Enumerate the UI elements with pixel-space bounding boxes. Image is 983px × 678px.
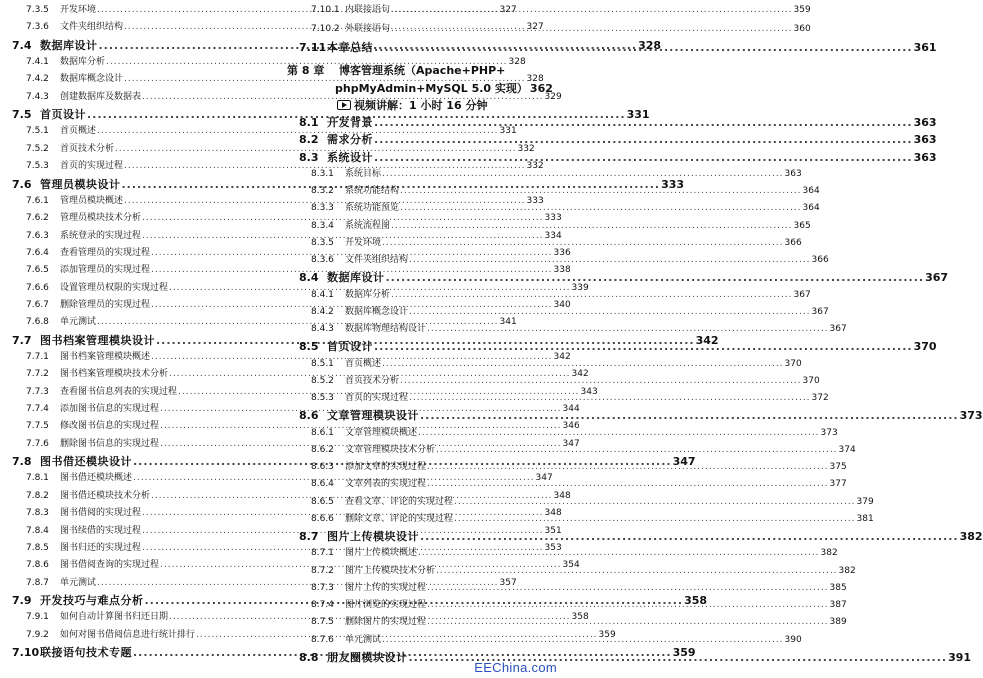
toc-number: 8.2	[299, 133, 319, 147]
toc-number: 7.8.6	[26, 560, 49, 571]
toc-title: 系统功能预览	[345, 203, 400, 214]
toc-number: 8.6.4	[311, 479, 334, 490]
toc-subsection[interactable]	[0, 89, 562, 102]
toc-number: 7.6.3	[26, 230, 49, 241]
toc-number: 7.7.5	[26, 421, 49, 432]
toc-page-number: 334	[544, 230, 562, 241]
toc-subsection[interactable]	[0, 71, 544, 85]
toc-number: 8.6.5	[311, 496, 334, 507]
toc-page-number: 332	[526, 161, 544, 172]
toc-title: 单元测试	[60, 317, 97, 328]
toc-title: 图书续借的实现过程	[60, 525, 142, 536]
leader-dots	[409, 307, 811, 317]
toc-page-number: 363	[913, 150, 937, 164]
toc-title: 图书档案管理模块技术分析	[60, 369, 169, 380]
toc-subsection[interactable]	[0, 245, 571, 258]
toc-title: 添加管理员的实现过程	[60, 265, 151, 276]
toc-title: 图书借阅的实现过程	[60, 508, 142, 519]
toc-number: 7.10.1	[311, 5, 340, 15]
toc-number: 8.1	[299, 116, 319, 129]
toc-number: 8.3	[299, 150, 319, 164]
toc-title: 图片上传模块技术分析	[345, 565, 436, 576]
leader-dots	[427, 600, 829, 610]
toc-page-number: 348	[553, 490, 571, 501]
toc-number: 7.7.4	[26, 404, 49, 415]
toc-number: 7.3.6	[26, 22, 49, 33]
toc-title: 图片上传模块设计	[327, 530, 419, 543]
toc-title: 系统功能结构	[345, 186, 400, 196]
toc-page-number: 391	[948, 650, 972, 664]
toc-number: 7.4.3	[26, 91, 49, 102]
leader-dots	[427, 479, 829, 489]
leader-dots	[382, 359, 784, 369]
toc-number: 7.7.2	[26, 369, 49, 380]
toc-number: 7.11	[299, 41, 327, 54]
toc-number: 7.5.3	[26, 161, 49, 172]
toc-page-number: 385	[829, 582, 847, 593]
toc-title: 文件夹组织结构	[60, 22, 124, 33]
toc-title: 管理员模块技术分析	[60, 213, 142, 224]
leader-dots	[374, 340, 913, 353]
leader-dots	[420, 530, 959, 543]
toc-number: 7.3.5	[26, 5, 49, 15]
leader-dots	[418, 428, 820, 438]
leader-dots	[374, 116, 913, 129]
toc-title: 需求分析	[327, 133, 373, 147]
toc-page-number: 327	[526, 22, 544, 33]
toc-page-number: 329	[544, 91, 562, 102]
toc-number: 8.4	[299, 271, 319, 285]
toc-page-number: 341	[499, 317, 517, 328]
toc-number: 8.4.2	[311, 306, 334, 317]
toc-title: 本章总结	[327, 41, 373, 54]
video-icon	[337, 100, 351, 110]
leader-dots	[427, 617, 829, 627]
toc-title: 首页的实现过程	[60, 161, 124, 172]
toc-number: 8.7	[299, 530, 319, 543]
toc-page-number: 339	[571, 282, 589, 293]
toc-page-number: 372	[811, 393, 829, 403]
video-label: 视频讲解：1 小时 16 分钟	[354, 99, 488, 112]
toc-title: 设置管理员权限的实现过程	[60, 282, 169, 293]
leader-dots	[391, 5, 793, 15]
toc-page-number: 379	[856, 496, 874, 507]
toc-subsection[interactable]	[0, 436, 580, 449]
toc-number: 8.7.1	[311, 548, 334, 559]
toc-number: 7.4	[12, 38, 32, 52]
toc-title: 数据库概念设计	[60, 74, 124, 85]
video-lecture-note	[337, 97, 487, 113]
toc-number: 8.3.4	[311, 220, 334, 231]
toc-title: 开发技巧与难点分析	[40, 593, 144, 607]
leader-dots	[400, 376, 802, 386]
toc-title: 如何自动计算图书归还日期	[60, 612, 169, 623]
toc-number: 8.8	[299, 650, 319, 664]
toc-page-number: 328	[526, 74, 544, 85]
toc-title: 数据库分析	[60, 57, 106, 68]
toc-page-number: 382	[959, 530, 983, 543]
toc-page-number: 382	[838, 565, 856, 576]
chapter-title-line1: 博客管理系统（Apache+PHP+	[339, 64, 506, 77]
toc-page-number: 347	[562, 438, 580, 449]
toc-page-number: 367	[829, 324, 847, 334]
toc-page-number: 365	[793, 220, 811, 231]
toc-number: 8.6	[299, 409, 319, 423]
chapter-heading[interactable]	[287, 62, 555, 78]
toc-title: 图书档案管理模块设计	[40, 333, 155, 347]
toc-number: 7.8.3	[26, 508, 49, 519]
toc-number: 8.7.4	[311, 600, 334, 610]
leader-dots	[427, 324, 829, 334]
toc-subsection[interactable]	[283, 2, 811, 15]
toc-page-number: 333	[544, 213, 562, 224]
leader-dots	[382, 238, 784, 248]
toc-number: 7.7.6	[26, 438, 49, 449]
toc-subsection[interactable]	[0, 123, 517, 137]
toc-section[interactable]	[283, 149, 937, 165]
toc-subsection[interactable]	[0, 210, 562, 224]
toc-subsection[interactable]	[0, 141, 535, 154]
leader-dots	[454, 514, 856, 524]
toc-number: 7.4.1	[26, 57, 49, 68]
toc-title: 朋友圈模块设计	[327, 650, 408, 664]
leader-dots	[382, 169, 784, 179]
toc-number: 8.4.3	[311, 324, 334, 334]
toc-page-number: 359	[598, 629, 616, 640]
toc-subsection[interactable]	[0, 193, 544, 206]
toc-number: 7.6.8	[26, 317, 49, 328]
toc-page-number: 333	[526, 195, 544, 206]
leader-dots	[409, 255, 811, 265]
leader-dots	[427, 583, 829, 593]
toc-title: 开发背景	[327, 116, 373, 129]
toc-page-number: 363	[913, 133, 937, 147]
chapter-title-line2: phpMyAdmin+MySQL 5.0 实现）	[335, 82, 528, 95]
toc-subsection[interactable]	[283, 166, 802, 179]
toc-title: 添加图书信息的实现过程	[60, 404, 160, 415]
toc-section[interactable]	[0, 106, 650, 122]
toc-title: 内联接语句	[345, 5, 391, 15]
toc-title: 数据库物理结构设计	[345, 324, 427, 334]
toc-title: 数据库设计	[327, 271, 385, 285]
toc-page-number: 342	[695, 333, 719, 347]
toc-title: 图书借阅查询的实现过程	[60, 560, 160, 571]
toc-title: 图片浏览的实现过程	[345, 600, 427, 610]
toc-page-number: 343	[580, 386, 598, 397]
toc-subsection[interactable]	[0, 418, 580, 432]
toc-page-number: 328	[508, 57, 526, 68]
toc-number: 8.4.1	[311, 289, 334, 300]
toc-page-number: 342	[571, 369, 589, 380]
toc-subsection[interactable]	[283, 476, 847, 490]
toc-title: 首页技术分析	[60, 143, 115, 154]
toc-page-number: 351	[544, 525, 562, 536]
toc-section[interactable]	[283, 131, 937, 147]
toc-page-number: 387	[829, 600, 847, 610]
toc-number: 7.5	[12, 108, 32, 122]
toc-number: 7.10	[12, 645, 40, 659]
toc-title: 添加文章的实现过程	[345, 462, 427, 472]
toc-subsection[interactable]	[0, 523, 562, 536]
toc-number: 8.5.1	[311, 358, 334, 369]
toc-title: 文章列表的实现过程	[345, 479, 427, 490]
toc-page-number: 336	[553, 247, 571, 258]
toc-number: 7.6.1	[26, 195, 49, 206]
leader-dots	[386, 271, 925, 284]
toc-number: 8.7.2	[311, 565, 334, 576]
toc-subsection[interactable]	[0, 349, 571, 362]
toc-number: 8.3.5	[311, 237, 334, 248]
toc-page-number: 373	[820, 427, 838, 438]
toc-title: 首页概述	[345, 358, 382, 369]
toc-title: 图书档案管理模块概述	[60, 352, 151, 362]
toc-page-number: 344	[562, 404, 580, 415]
toc-number: 7.10.2	[311, 23, 340, 34]
toc-number: 7.8	[12, 455, 32, 469]
leader-dots	[454, 497, 856, 507]
toc-page-number: 375	[829, 462, 847, 472]
toc-page-number: 358	[684, 593, 708, 607]
toc-page-number: 382	[820, 548, 838, 559]
toc-page-number: 359	[672, 645, 696, 659]
toc-title: 开发环境	[60, 5, 97, 15]
toc-page-number: 340	[553, 299, 571, 310]
leader-dots	[374, 151, 913, 164]
toc-page-number: 354	[562, 560, 580, 571]
toc-title: 系统登录的实现过程	[60, 230, 142, 241]
watermark: EEChina.com	[474, 660, 557, 675]
toc-number: 8.5.2	[311, 375, 334, 386]
toc-subsection[interactable]	[0, 314, 517, 328]
toc-page-number: 370	[802, 375, 820, 386]
leader-dots	[382, 635, 784, 645]
toc-page-number: 347	[672, 455, 696, 469]
toc-number: 7.8.2	[26, 490, 49, 501]
toc-page-number: 357	[499, 577, 517, 588]
toc-page-number: 359	[793, 5, 811, 15]
toc-number: 7.6.2	[26, 213, 49, 224]
toc-page-number: 331	[626, 108, 650, 122]
toc-subsection[interactable]	[0, 297, 571, 310]
toc-title: 删除图片的实现过程	[345, 617, 427, 628]
toc-title: 管理员模块设计	[40, 177, 121, 191]
toc-number: 7.6	[12, 177, 32, 191]
toc-title: 图片上传模块概述	[345, 548, 418, 559]
toc-subsection[interactable]	[0, 158, 544, 172]
toc-page-number: 366	[811, 255, 829, 265]
toc-title: 修改图书信息的实现过程	[60, 421, 160, 432]
toc-title: 文章管理模块技术分析	[345, 444, 436, 455]
toc-page-number: 364	[802, 186, 820, 196]
toc-title: 文件夹组织结构	[345, 255, 409, 265]
toc-title: 单元测试	[345, 634, 382, 645]
toc-page-number: 360	[793, 23, 811, 34]
leader-dots	[409, 393, 811, 403]
toc-subsection[interactable]	[0, 540, 562, 553]
toc-title: 首页的实现过程	[345, 393, 409, 403]
toc-subsection[interactable]	[0, 488, 571, 501]
toc-title: 图书归还的实现过程	[60, 542, 142, 553]
toc-page-number: 348	[544, 508, 562, 519]
toc-title: 系统设计	[327, 150, 373, 164]
toc-page-number: 363	[913, 116, 937, 129]
toc-title: 数据库分析	[345, 289, 391, 300]
leader-dots	[391, 24, 793, 34]
toc-title: 单元测试	[60, 577, 97, 588]
toc-page-number: 370	[784, 358, 802, 369]
toc-page-number: 346	[562, 421, 580, 432]
toc-subsection[interactable]	[0, 280, 589, 293]
toc-subsection[interactable]	[283, 21, 811, 34]
toc-number: 7.7	[12, 333, 32, 347]
toc-title: 首页设计	[327, 340, 373, 354]
toc-title: 系统目标	[345, 168, 382, 179]
leader-dots	[400, 186, 802, 196]
toc-page-number: 389	[829, 617, 847, 628]
toc-page-number: 361	[913, 41, 937, 54]
toc-page-number: 390	[784, 634, 802, 645]
toc-page-number: 370	[913, 340, 937, 354]
toc-number: 8.6.3	[311, 462, 334, 472]
toc-subsection[interactable]	[0, 54, 526, 68]
toc-title: 管理员模块概述	[60, 195, 124, 206]
toc-subsection[interactable]	[283, 321, 847, 334]
toc-title: 联接语句技术专题	[40, 645, 132, 659]
toc-number: 7.6.4	[26, 247, 49, 258]
toc-number: 7.5.1	[26, 126, 49, 137]
toc-title: 首页概述	[60, 126, 97, 137]
toc-page-number: 363	[784, 168, 802, 179]
toc-title: 创建数据库及数据表	[60, 91, 142, 102]
leader-dots	[436, 566, 838, 576]
toc-title: 首页技术分析	[345, 375, 400, 386]
toc-number: 8.7.5	[311, 617, 334, 628]
toc-title: 外联接语句	[345, 23, 391, 34]
toc-page-number: 367	[811, 306, 829, 317]
toc-number: 7.8.7	[26, 577, 49, 588]
toc-number: 8.3.1	[311, 168, 334, 179]
toc-page-number: 338	[553, 265, 571, 276]
toc-page-number: 381	[856, 513, 874, 524]
toc-title: 文章管理模块概述	[345, 427, 418, 438]
toc-subsection[interactable]	[0, 366, 589, 380]
toc-page-number: 333	[661, 177, 685, 191]
toc-page-number: 353	[544, 542, 562, 553]
toc-subsection[interactable]	[0, 228, 562, 241]
toc-number: 8.6.6	[311, 513, 334, 524]
leader-dots	[374, 133, 913, 146]
toc-number: 8.3.6	[311, 255, 334, 265]
toc-title: 查看图书信息列表的实现过程	[60, 386, 178, 397]
toc-title: 图书借还模块概述	[60, 473, 133, 484]
toc-page-number: 331	[499, 126, 517, 137]
toc-number: 8.5.3	[311, 393, 334, 403]
leader-dots	[391, 221, 793, 231]
toc-number: 7.8.4	[26, 525, 49, 536]
toc-number: 8.7.6	[311, 634, 334, 645]
toc-page-number: 342	[553, 352, 571, 362]
toc-title: 数据库设计	[40, 38, 98, 52]
toc-page-number: 367	[925, 271, 949, 285]
leader-dots	[420, 409, 959, 422]
chapter-page: 362	[529, 82, 553, 95]
toc-subsection[interactable]	[283, 200, 820, 214]
toc-page-number: 347	[535, 473, 553, 484]
toc-title: 删除文章、评论的实现过程	[345, 513, 454, 524]
toc-title: 如何对图书借阅信息进行统计排行	[60, 629, 196, 640]
toc-page-number: 327	[499, 5, 517, 15]
toc-page-number: 367	[793, 289, 811, 300]
toc-title: 图书借还模块技术分析	[60, 490, 151, 501]
toc-title: 文章管理模块设计	[327, 409, 419, 423]
toc-title: 删除管理员的实现过程	[60, 299, 151, 310]
toc-title: 图书借还模块设计	[40, 455, 132, 469]
toc-number: 8.3.2	[311, 186, 334, 196]
toc-number: 7.4.2	[26, 74, 49, 85]
toc-number: 8.7.3	[311, 582, 334, 593]
leader-dots	[391, 290, 793, 300]
toc-subsection[interactable]	[0, 470, 553, 484]
toc-title: 图片上传的实现过程	[345, 582, 427, 593]
toc-title: 首页设计	[40, 108, 86, 122]
leader-dots	[400, 203, 802, 213]
toc-subsection[interactable]	[0, 384, 598, 397]
leader-dots	[427, 462, 829, 472]
toc-title: 系统流程图	[345, 220, 391, 231]
toc-page-number: 328	[638, 38, 662, 52]
toc-number: 7.5.2	[26, 143, 49, 154]
toc-number: 7.9	[12, 593, 32, 607]
toc-number: 7.8.1	[26, 473, 49, 484]
toc-title: 查看文章、评论的实现过程	[345, 496, 454, 507]
toc-page-number: 374	[838, 444, 856, 455]
toc-number: 8.6.2	[311, 444, 334, 455]
toc-number: 8.5	[299, 340, 319, 354]
toc-number: 8.3.3	[311, 203, 334, 214]
toc-number: 7.6.7	[26, 299, 49, 310]
toc-number: 7.7.1	[26, 352, 49, 362]
toc-subsection[interactable]	[0, 262, 571, 276]
toc-number: 8.6.1	[311, 427, 334, 438]
toc-subsection[interactable]	[0, 401, 580, 415]
toc-number: 7.9.1	[26, 612, 49, 623]
toc-page-number: 377	[829, 479, 847, 490]
toc-title: 查看管理员的实现过程	[60, 247, 151, 258]
chapter-title-continued	[335, 80, 551, 96]
toc-title: 删除图书信息的实现过程	[60, 438, 160, 449]
toc-title: 开发环境	[345, 237, 382, 248]
toc-page-number: 366	[784, 237, 802, 248]
leader-dots	[374, 38, 913, 54]
toc-number: 7.7.3	[26, 386, 49, 397]
leader-dots	[436, 445, 838, 455]
toc-page-number: 332	[517, 143, 535, 154]
toc-title: 数据库概念设计	[345, 306, 409, 317]
toc-number: 7.9.2	[26, 629, 49, 640]
toc-page-number: 364	[802, 203, 820, 214]
toc-page-number: 358	[571, 612, 589, 623]
chapter-number: 第 8 章	[287, 64, 325, 77]
leader-dots	[418, 548, 820, 558]
toc-number: 7.8.5	[26, 542, 49, 553]
toc-number: 7.6.6	[26, 282, 49, 293]
toc-subsection[interactable]	[283, 577, 847, 593]
toc-page-number: 373	[959, 409, 983, 423]
toc-number: 7.6.5	[26, 265, 49, 276]
